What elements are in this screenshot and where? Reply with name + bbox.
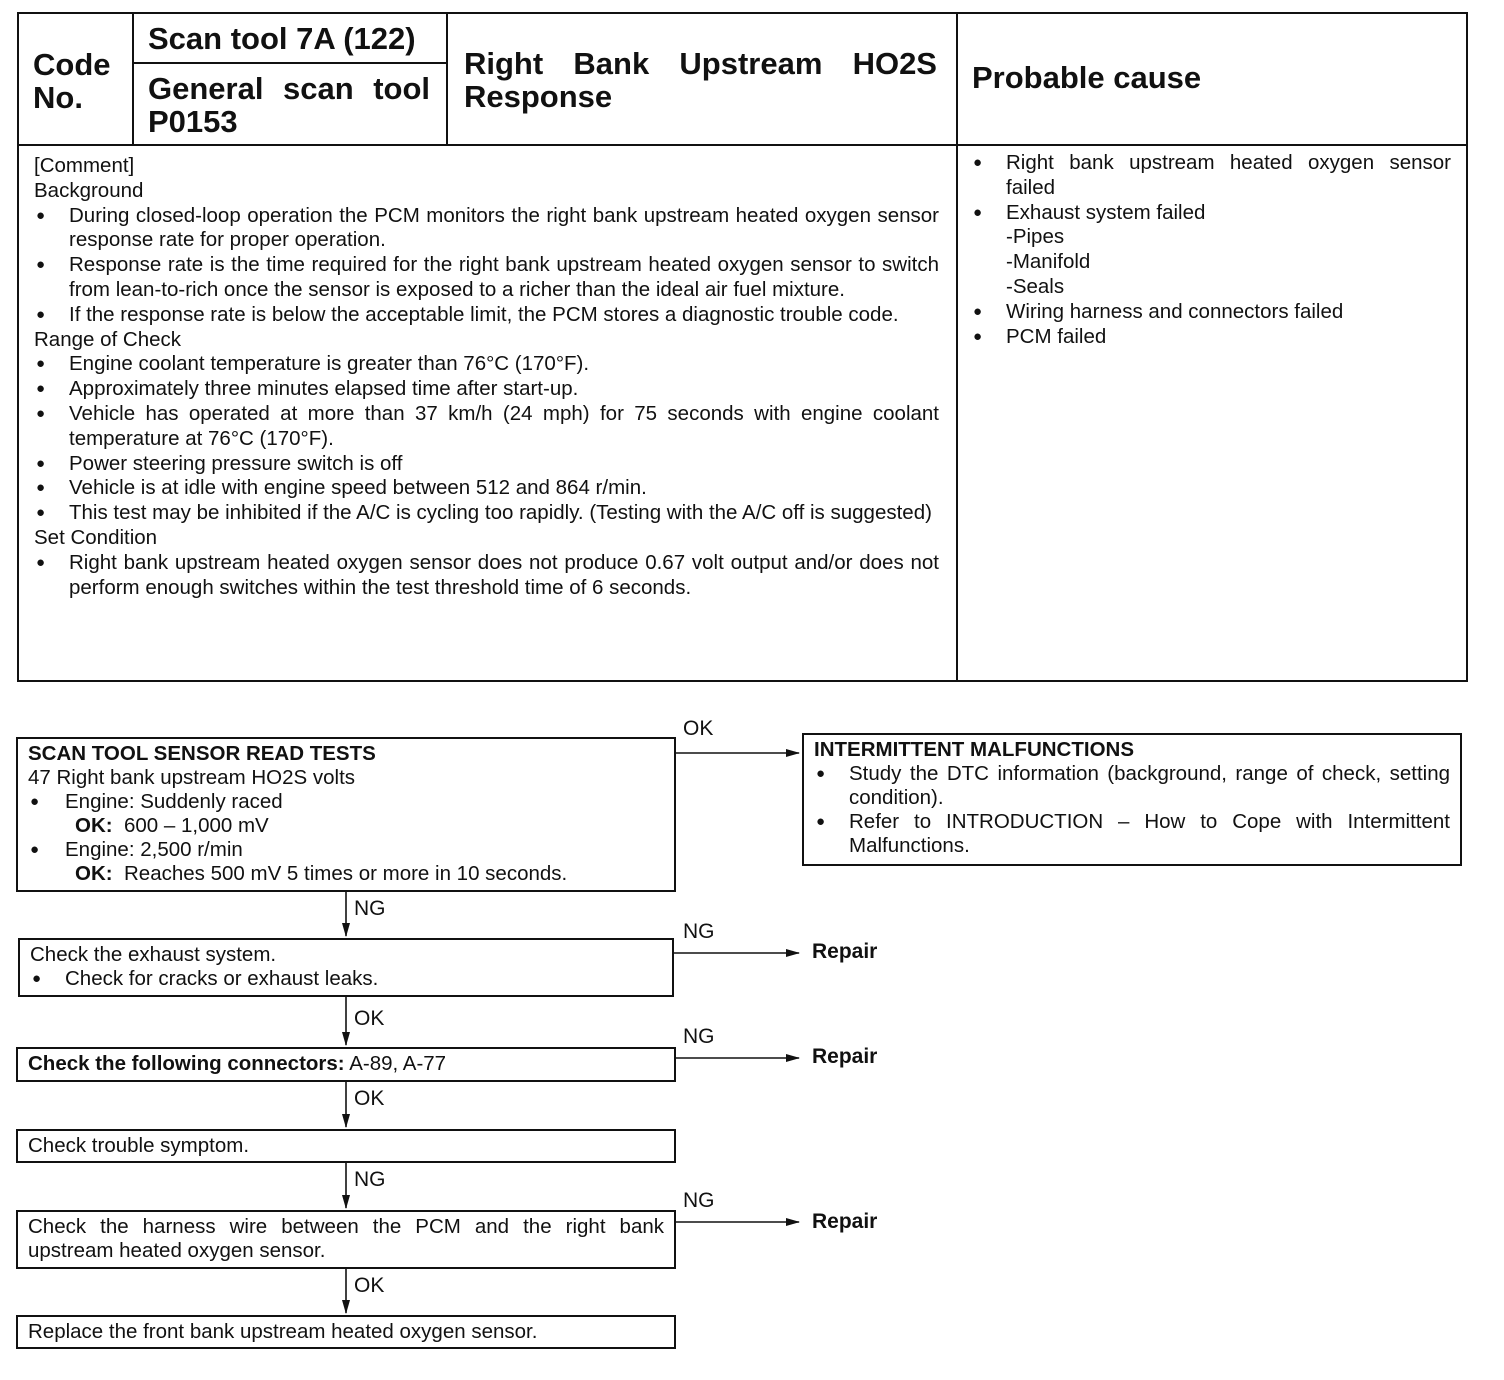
list-item: ● Right bank upstream heated oxygen sensor does not produce 0.67 volt output and/or does not perform enough switches within the test threshold time of 6 seconds. bbox=[34, 551, 939, 601]
comment-label: [Comment] bbox=[34, 154, 135, 177]
list-item: ● Vehicle has operated at more than 37 km/h (24 mph) for 75 seconds with engine coolant temperature at 76°C (170°F). bbox=[34, 402, 939, 452]
ng-label: NG bbox=[683, 1025, 715, 1048]
connector-ids: A-89, A-77 bbox=[349, 1052, 447, 1075]
ng-label: NG bbox=[354, 897, 386, 920]
repair-label: Repair bbox=[812, 1045, 878, 1068]
general-scan-tool-code: General scan tool P0153 bbox=[148, 71, 430, 139]
range-of-check-heading: Range of Check bbox=[34, 327, 182, 351]
list-item: ● Vehicle is at idle with engine speed between 512 and 864 r/min. bbox=[34, 476, 939, 501]
scan-test-title: SCAN TOOL SENSOR READ TESTS bbox=[28, 742, 376, 765]
ok-value: Reaches 500 mV 5 times or more in 10 seconds. bbox=[123, 862, 568, 885]
scan-tool-code: Scan tool 7A (122) bbox=[148, 21, 416, 56]
ok-label: OK bbox=[354, 1274, 385, 1297]
list-item: ● During closed-loop operation the PCM monitors the right bank upstream heated oxygen sensor response rate for proper operation. bbox=[34, 204, 939, 254]
scan-test-step: ● Engine: 2,500 r/min bbox=[28, 838, 664, 862]
ng-label: NG bbox=[683, 920, 715, 943]
intermittent-title: INTERMITTENT MALFUNCTIONS bbox=[814, 738, 1134, 761]
list-subitem: -Pipes bbox=[1006, 225, 1065, 249]
list-item: ● This test may be inhibited if the A/C is cycling too rapidly. (Testing with the A/C off is suggested) bbox=[34, 501, 939, 526]
list-item: ● Exhaust system failed bbox=[971, 201, 1451, 226]
intermittent-malfunctions-box bbox=[802, 733, 1462, 866]
dtc-title: Right Bank Upstream HO2S Response bbox=[464, 46, 937, 114]
repair-label: Repair bbox=[812, 940, 878, 963]
list-item: ● Check for cracks or exhaust leaks. bbox=[30, 967, 662, 991]
background-heading: Background bbox=[34, 178, 144, 202]
list-item: ● Study the DTC information (background, range of check, setting condition). bbox=[814, 762, 1450, 810]
ok-label: OK bbox=[354, 1007, 385, 1030]
scan-test-item: 47 Right bank upstream HO2S volts bbox=[28, 766, 356, 789]
list-item: ● Approximately three minutes elapsed time after start-up. bbox=[34, 377, 939, 402]
ok-label: OK bbox=[354, 1087, 385, 1110]
list-item: ● Refer to INTRODUCTION – How to Cope with Intermittent Malfunctions. bbox=[814, 810, 1450, 858]
scan-test-step: ● Engine: Suddenly raced bbox=[28, 790, 664, 814]
harness-check-text: Check the harness wire between the PCM and the right bank upstream heated oxygen sensor. bbox=[28, 1215, 664, 1262]
list-subitem: -Manifold bbox=[1006, 250, 1091, 274]
scan-tool-test-box bbox=[16, 737, 676, 892]
trouble-symptom-text: Check trouble symptom. bbox=[28, 1134, 250, 1157]
probable-cause-heading: Probable cause bbox=[972, 60, 1202, 95]
harness-check-box bbox=[16, 1210, 676, 1269]
list-item: ● Response rate is the time required for the right bank upstream heated oxygen sensor to switch from lean-to-rich once the sensor is exposed to a richer than the ideal air fuel mixture. bbox=[34, 253, 939, 303]
ng-label: NG bbox=[683, 1189, 715, 1212]
list-subitem: -Seals bbox=[1006, 274, 1065, 298]
list-item: ● Right bank upstream heated oxygen sensor failed bbox=[971, 151, 1451, 201]
list-item: ● If the response rate is below the acceptable limit, the PCM stores a diagnostic trouble code. bbox=[34, 303, 939, 328]
ok-label: OK: bbox=[75, 862, 113, 885]
exhaust-check-text: Check the exhaust system. bbox=[30, 943, 277, 966]
ng-label: NG bbox=[354, 1168, 386, 1191]
list-item: ● Power steering pressure switch is off bbox=[34, 452, 939, 477]
scan-test-ok bbox=[28, 862, 664, 886]
trouble-symptom-box bbox=[16, 1129, 676, 1163]
scan-test-ok bbox=[28, 814, 664, 838]
list-item: ● Engine coolant temperature is greater than 76°C (170°F). bbox=[34, 352, 939, 377]
list-item: ● PCM failed bbox=[971, 325, 1451, 350]
connector-check-label: Check the following connectors: bbox=[28, 1052, 345, 1075]
repair-label: Repair bbox=[812, 1210, 878, 1233]
ok-label: OK bbox=[683, 717, 714, 740]
set-condition-heading: Set Condition bbox=[34, 525, 158, 549]
replace-sensor-text: Replace the front bank upstream heated oxygen sensor. bbox=[28, 1320, 538, 1343]
list-item: ● Wiring harness and connectors failed bbox=[971, 300, 1451, 325]
replace-sensor-box bbox=[16, 1315, 676, 1349]
exhaust-check-box bbox=[18, 938, 674, 997]
code-no-heading: Code No. bbox=[33, 47, 111, 115]
ok-label: OK: bbox=[75, 814, 113, 837]
ok-value: 600 – 1,000 mV bbox=[123, 814, 269, 837]
connector-check-box bbox=[16, 1047, 676, 1082]
